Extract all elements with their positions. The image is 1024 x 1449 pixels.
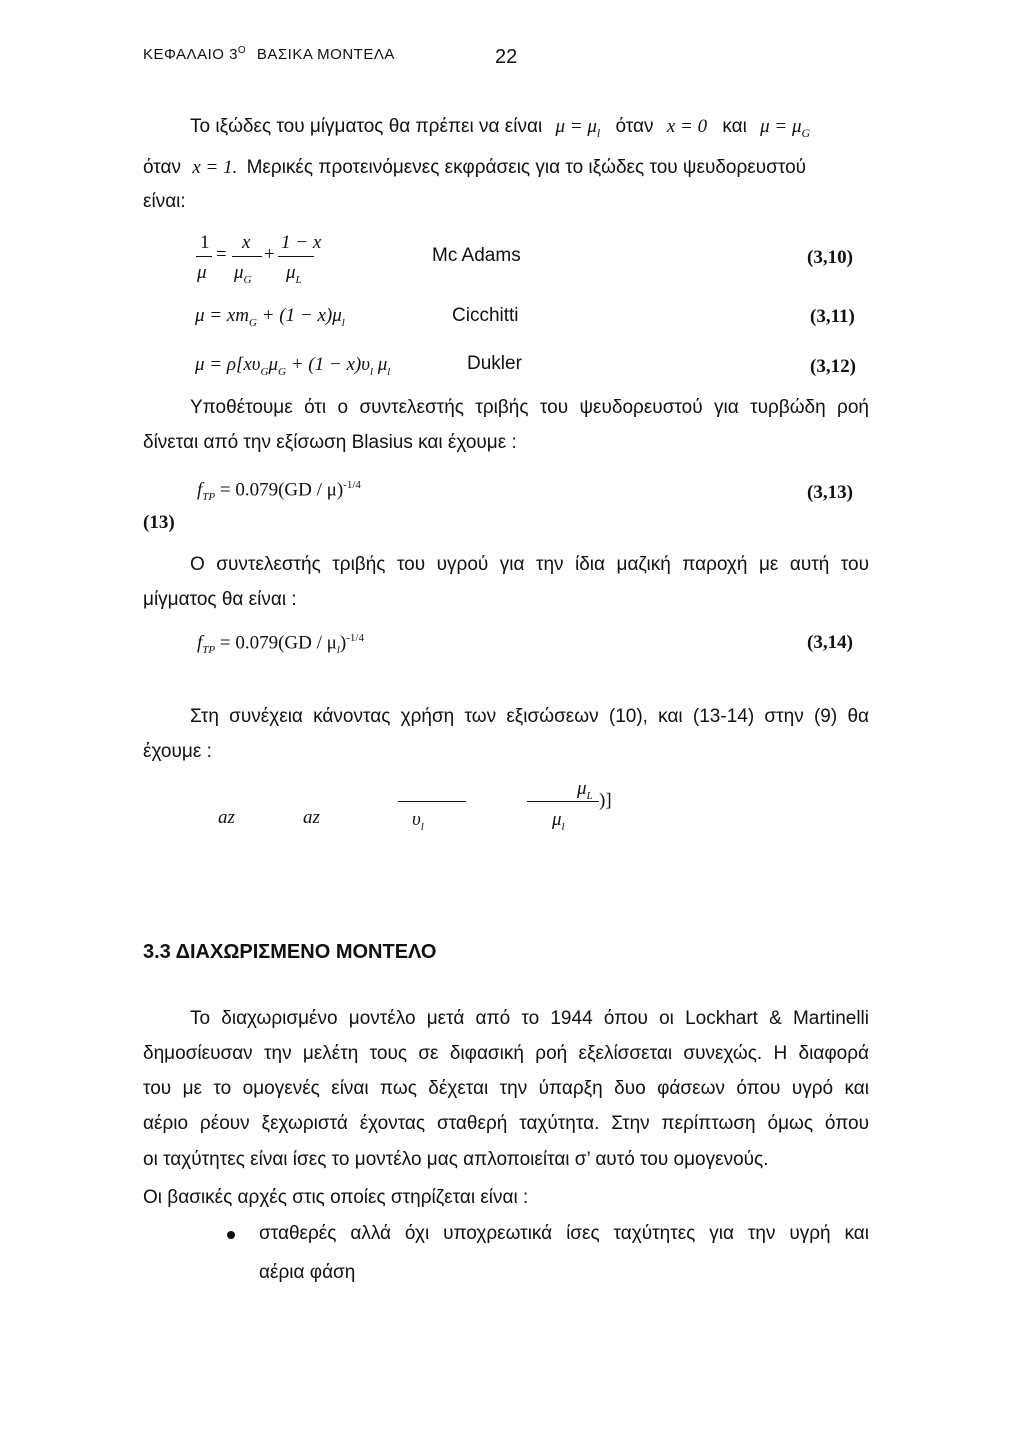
intro-line-2: [143, 157, 806, 179]
eq10-one: 1: [200, 232, 210, 253]
para2-line-2: δίνεται από την εξίσωση Blasius και έχουμε :: [143, 432, 517, 453]
eq12-number: (3,12): [810, 356, 856, 377]
when-label-2: όταν: [143, 157, 182, 178]
eq10-name: Mc Adams: [432, 245, 521, 266]
eq10-mu: μ: [197, 262, 207, 283]
section-para-line-2: δημοσίευσαν την μελέτη τους σε διφασική ροή εξελίσσεται συνεχώς. Η διαφορά: [143, 1043, 869, 1064]
chapter-superscript: Ο: [237, 45, 247, 56]
fragment-az-2: az: [303, 807, 320, 828]
bullet-line-1: σταθερές αλλά όχι υποχρεωτικά ίσες ταχύτητες για την υγρή και: [259, 1223, 869, 1244]
para2-line-1: Υποθέτουμε ότι ο συντελεστής τριβής του ψευδορευστού για τυρβώδη ροή: [190, 397, 869, 418]
eq10-lhs-bar: [196, 256, 212, 257]
para3-line-1: Ο συντελεστής τριβής του υγρού για την ίδια μαζική παροχή με αυτή του: [190, 554, 869, 575]
eq13-body: = 0.079(GD / μ): [219, 479, 344, 501]
and-label: και: [722, 116, 747, 137]
para4-line-1: Στη συνέχεια κάνοντας χρήση των εξισώσεων (10), και (13-14) στην (9) θα: [190, 706, 869, 727]
fragment-bracket: )]: [599, 790, 612, 811]
intro-line-1: [190, 116, 810, 141]
eq11-expression: $\mu = xm_G + (1 - x)\mu_l$: [195, 305, 345, 329]
eq13-expression: $f_{TP} = 0.079(GD / \mu)^{-1/4}$: [197, 479, 361, 504]
eq12-expression: $\mu = \rho[x\upsilon_G\mu_G + (1 - x)\upsilon_l$ $\mu_l$: [195, 354, 391, 378]
eq11-name: Cicchitti: [452, 305, 519, 326]
intro-line-3: είναι:: [143, 191, 186, 212]
eq10-num2: 1 − x: [281, 232, 322, 253]
eq10-equals: =: [216, 244, 227, 265]
section-para2-line-1: Οι βασικές αρχές στις οποίες στηρίζεται είναι :: [143, 1187, 529, 1208]
condition-mu-l: $\mu = \mu_l$: [555, 116, 601, 140]
bullet-dot: [227, 1231, 235, 1239]
intro-text-1: Το ιξώδες του μίγματος θα πρέπει να είναι: [190, 116, 543, 137]
eq10-den2: $\mu_L$: [286, 262, 302, 286]
eq13-number: (3,13): [807, 482, 853, 503]
section-para-line-5: οι ταχύτητες είναι ίσες το μοντέλο μας απλοποιείται σ’ αυτό του ομογενούς.: [143, 1149, 769, 1170]
bullet-line-2: αέρια φάση: [259, 1262, 356, 1283]
para4-line-2: έχουμε :: [143, 741, 212, 762]
eq10-plus: +: [264, 244, 275, 265]
fragment-mu-den: $\mu_l$: [552, 809, 565, 833]
condition-mu-g: $\mu = \mu_G$: [760, 116, 811, 140]
eq11-number: (3,11): [810, 306, 855, 327]
fragment-bar-1: [398, 801, 466, 802]
fragment-upsilon: $\upsilon_l$: [412, 809, 424, 833]
chapter-label: ΚΕΦΑΛΑΙΟ 3: [143, 46, 238, 63]
page-number: 22: [495, 46, 518, 68]
eq10-number: (3,10): [807, 247, 853, 268]
fragment-mu-num: $\mu_L$: [577, 778, 593, 802]
section-para-line-1: Το διαχωρισμένο μοντέλο μετά από το 1944 όπου οι Lockhart & Martinelli: [190, 1008, 869, 1029]
condition-x0: x = 0: [666, 116, 708, 137]
when-label-1: όταν: [615, 116, 654, 137]
section-para-line-4: αέριο ρέουν ξεχωριστά έχοντας σταθερή ταχύτητα. Στην περίπτωση όμως όπου: [143, 1113, 869, 1134]
eq10-frac1-bar: [232, 256, 262, 257]
eq10-num1: x: [242, 232, 251, 253]
eq14-number: (3,14): [807, 632, 853, 653]
eq13-side-label: (13): [143, 512, 175, 533]
para3-line-2: μίγματος θα είναι :: [143, 589, 297, 610]
eq10-den1: $\mu_G$: [234, 262, 252, 286]
fragment-az-1: az: [218, 807, 235, 828]
section-para-line-3: του με το ομογενές είναι πως δέχεται την ύπαρξη δυο φάσεων όπου υγρό και: [143, 1078, 869, 1099]
intro-text-2: Μερικές προτεινόμενες εκφράσεις για το ιξώδες του ψευδορευστού: [246, 157, 807, 178]
eq12-name: Dukler: [467, 353, 522, 374]
running-header: [143, 45, 395, 63]
eq14-expression: $f_{TP} = 0.079(GD / \mu_l)^{-1/4}$: [197, 632, 364, 657]
section-heading: 3.3 ΔΙΑΧΩΡΙΣΜΕΝΟ ΜΟΝΤΕΛΟ: [143, 941, 437, 963]
eq10-frac2-bar: [278, 256, 314, 257]
chapter-title: ΒΑΣΙΚΑ ΜΟΝΤΕΛΑ: [256, 46, 395, 63]
condition-x1: x = 1.: [192, 157, 238, 178]
